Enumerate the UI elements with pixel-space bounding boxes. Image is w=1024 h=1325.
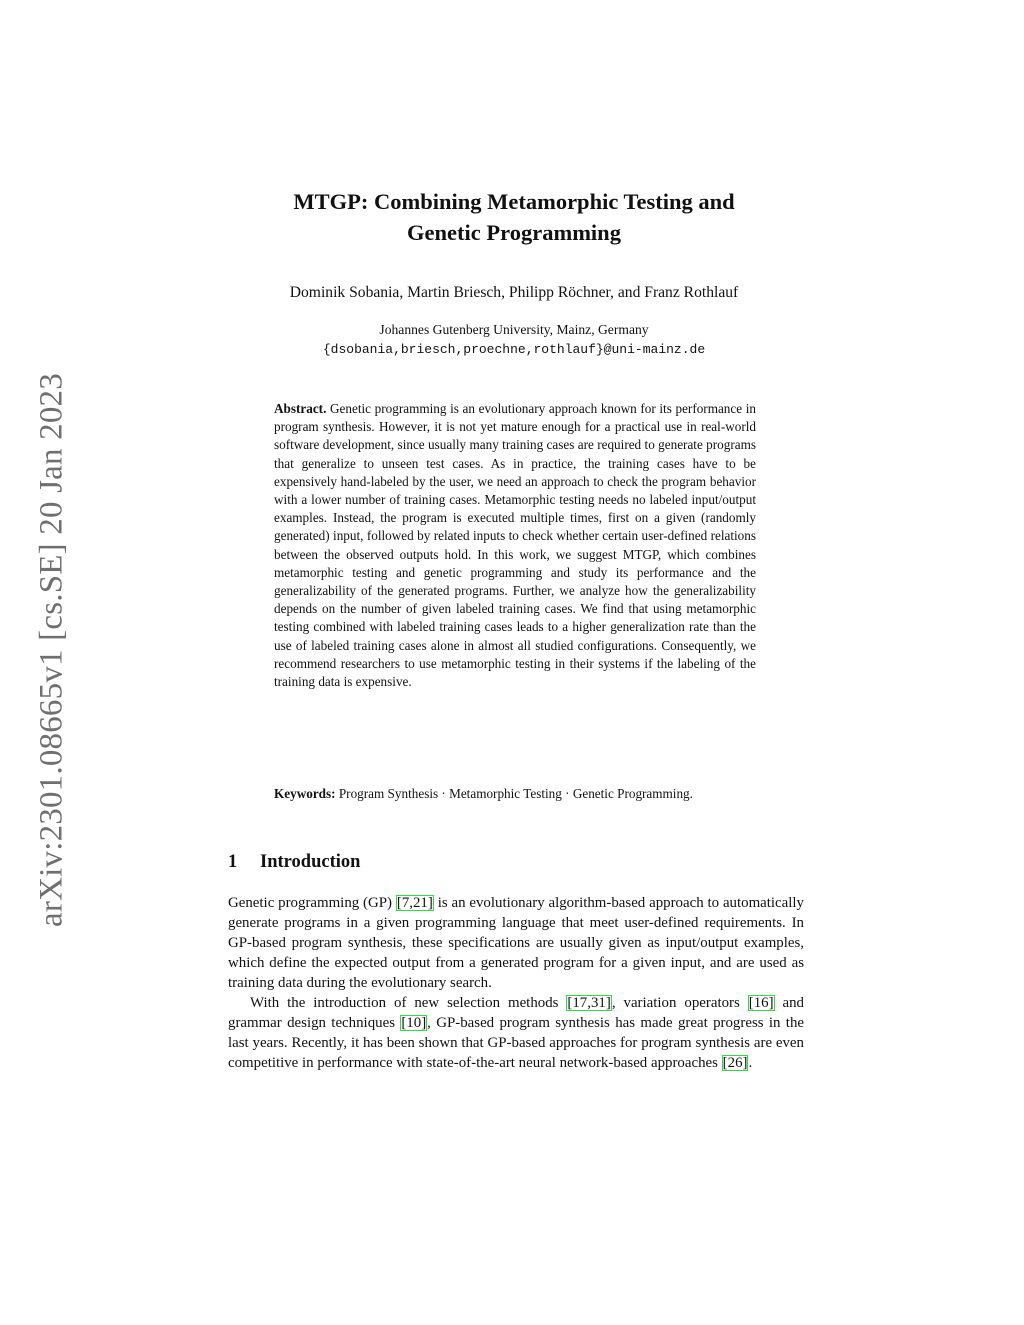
affiliation: Johannes Gutenberg University, Mainz, Germany xyxy=(379,322,649,337)
para1-text-1: Genetic programming (GP) xyxy=(228,895,396,911)
paragraph-1 xyxy=(228,893,804,993)
section-heading xyxy=(228,852,808,873)
title-line-2: Genetic Programming xyxy=(407,220,621,245)
abstract xyxy=(274,400,756,691)
author-list: Dominik Sobania, Martin Briesch, Philipp Röchner, and Franz Rothlauf xyxy=(289,284,739,301)
citation-link[interactable]: [26] xyxy=(722,1055,748,1071)
para2-text-2: , variation operators xyxy=(611,995,748,1011)
section-number: 1 xyxy=(228,852,238,872)
section-title: Introduction xyxy=(260,852,361,872)
arxiv-identifier: arXiv:2301.08665v1 [cs.SE] 20 Jan 2023 xyxy=(33,373,70,927)
affiliation-block xyxy=(200,320,828,360)
para2-text-5: . xyxy=(748,1055,753,1071)
citation-link[interactable]: [7,21] xyxy=(396,895,433,911)
introduction-body xyxy=(228,893,804,1073)
abstract-text: Genetic programming is an evolutionary approach known for its performance in program synthesis. However, it is not yet mature enough for a practical use in real-world software development, since usually many training cases are required to generate programs that generalize to unseen test cases. As in practice, the training cases have to be expensively hand-labeled by the user, we need an approach to check the program behavior with a lower number of training cases. Metamorphic testing needs no labeled input/output examples. Instead, the program is executed multiple times, first on a given (randomly generated) input, followed by related inputs to check whether certain user-defined relations between the observed outputs hold. In this work, we suggest MTGP, which combines metamorphic testing and genetic programming and study its performance and the generalizability of the generated programs. Further, we analyze how the generalizability depends on the number of given labeled training cases. We find that using metamorphic testing combined with labeled training cases leads to a higher generalization rate than the use of labeled training cases alone in almost all studied configurations. Consequently, we recommend researchers to use metamorphic testing in their systems if the labeling of the training data is expensive. xyxy=(274,401,756,690)
para2-text-3: and grammar design techniques xyxy=(228,995,804,1031)
arxiv-side-stamp xyxy=(32,365,72,935)
author-emails: {dsobania,briesch,proechne,rothlauf}@uni-mainz.de xyxy=(322,342,706,357)
keywords xyxy=(274,785,756,803)
paragraph-2 xyxy=(228,993,804,1073)
citation-link[interactable]: [17,31] xyxy=(567,995,611,1011)
citation-link[interactable]: [16] xyxy=(748,995,774,1011)
title-line-1: MTGP: Combining Metamorphic Testing and xyxy=(293,189,735,214)
para2-text-1: With the introduction of new selection methods xyxy=(250,995,567,1011)
citation-link[interactable]: [10] xyxy=(401,1015,427,1031)
keywords-text: Program Synthesis · Metamorphic Testing · Genetic Programming. xyxy=(338,786,693,801)
keywords-label: Keywords: xyxy=(274,786,336,801)
abstract-label: Abstract. xyxy=(274,401,327,416)
paper-title xyxy=(200,186,828,248)
para1-text-2: is an evolutionary algorithm-based approach to automatically generate programs in a given programming language that meet user-defined requirements. In GP-based program synthesis, these specifications are usually given as input/output examples, which define the expected output from a generated program for a given input, and are used as training data during the evolutionary search. xyxy=(228,895,804,991)
para2-text-4: , GP-based program synthesis has made great progress in the last years. Recently, it has been shown that GP-based approaches for program synthesis are even competitive in performance with state-of-the-art neural network-based approaches xyxy=(228,1015,804,1071)
